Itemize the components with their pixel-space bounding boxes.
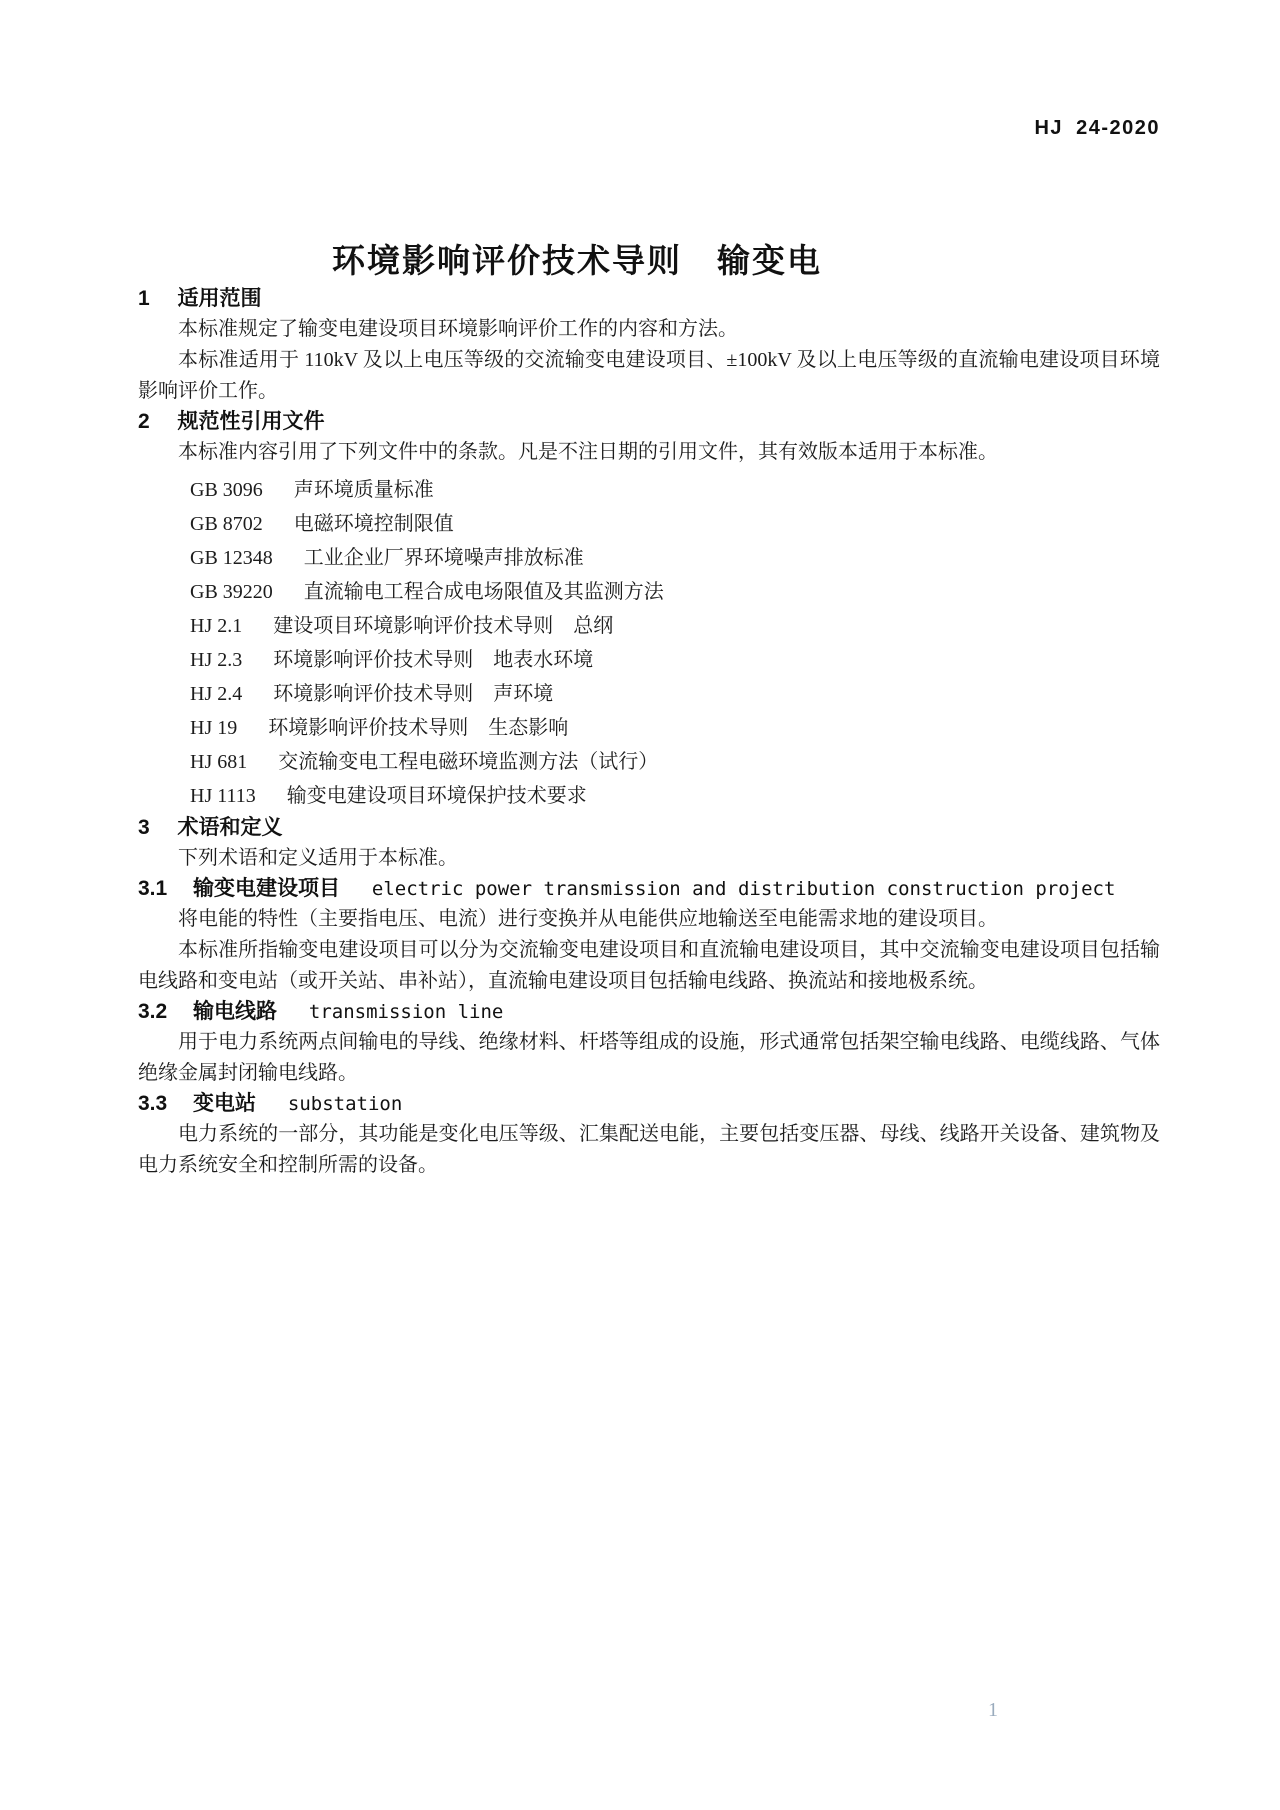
term-3-1-paragraph: 本标准所指输变电建设项目可以分为交流输变电建设项目和直流输电建设项目，其中交流输变电建设项目包括输电线路和变电站（或开关站、串补站），直流输电建设项目包括输电线路、换流站和接地极系统。 [138,939,1160,992]
reference-item [190,541,1160,575]
document-title: 环境影响评价技术导则 输变电 [332,242,822,279]
reference-title: 环境影响评价技术导则 生态影响 [268,717,569,739]
section-2-label: 规范性引用文件 [177,410,325,433]
term-3-2-heading [138,997,1160,1027]
reference-item [190,473,1160,507]
reference-item [190,677,1160,711]
reference-item [190,779,1160,813]
reference-code: HJ 19 [190,717,238,739]
page-number: 1 [988,1699,998,1721]
section-3-number: 3 [138,816,150,839]
reference-code: HJ 2.3 [190,649,243,671]
term-3-1-paragraph: 将电能的特性（主要指电压、电流）进行变换并从电能供应地输送至电能需求地的建设项目。 [178,908,998,930]
section-1-label: 适用范围 [177,287,262,310]
term-number: 3.2 [138,1000,168,1023]
section-3-label: 术语和定义 [177,816,283,839]
reference-item [190,575,1160,609]
reference-title: 建设项目环境影响评价技术导则 总纲 [273,615,614,637]
term-3-2-paragraph: 用于电力系统两点间输电的导线、绝缘材料、杆塔等组成的设施，形式通常包括架空输电线路、电缆线路、气体绝缘金属封闭输电线路。 [138,1031,1160,1084]
reference-item [190,643,1160,677]
term-number: 3.3 [138,1092,168,1115]
section-1-number: 1 [138,287,150,310]
reference-title: 直流输电工程合成电场限值及其监测方法 [303,581,664,603]
term-zh-label: 输变电建设项目 [193,877,341,900]
reference-item [190,609,1160,643]
section-2-number: 2 [138,410,150,433]
reference-title: 声环境质量标准 [293,479,434,501]
references-list [138,473,1160,813]
term-en-label: substation [287,1093,403,1115]
reference-code: HJ 1113 [190,785,256,807]
reference-item [190,745,1160,779]
reference-code: HJ 2.4 [190,683,243,705]
term-3-1-heading [138,874,1160,904]
reference-title: 工业企业厂界环境噪声排放标准 [303,547,584,569]
reference-title: 交流输变电工程电磁环境监测方法（试行） [278,751,659,773]
section-3-heading [138,813,1160,843]
term-number: 3.1 [138,877,168,900]
term-3-3-heading [138,1089,1160,1119]
reference-code: GB 8702 [190,513,263,535]
section-3-intro: 下列术语和定义适用于本标准。 [178,847,458,869]
term-zh-label: 变电站 [193,1092,257,1115]
reference-item [190,711,1160,745]
reference-title: 环境影响评价技术导则 地表水环境 [273,649,594,671]
standard-number: HJ 24-2020 [1034,117,1160,139]
reference-item [190,507,1160,541]
section-2-heading [138,407,1160,437]
term-en-label: electric power transmission and distribution construction project [371,878,1116,900]
term-3-3-paragraph: 电力系统的一部分，其功能是变化电压等级、汇集配送电能，主要包括变压器、母线、线路开关设备、建筑物及电力系统安全和控制所需的设备。 [138,1123,1160,1176]
reference-code: GB 39220 [190,581,273,603]
section-1-heading [138,284,1160,314]
reference-title: 输变电建设项目环境保护技术要求 [286,785,587,807]
term-en-label: transmission line [308,1001,504,1023]
reference-code: HJ 681 [190,751,248,773]
term-zh-label: 输电线路 [193,1000,278,1023]
reference-title: 环境影响评价技术导则 声环境 [273,683,554,705]
section-1-paragraph: 本标准适用于 110kV 及以上电压等级的交流输变电建设项目、±100kV 及以上电压等级的直流输电建设项目环境影响评价工作。 [138,349,1160,402]
reference-code: HJ 2.1 [190,615,243,637]
reference-title: 电磁环境控制限值 [293,513,454,535]
section-2-intro: 本标准内容引用了下列文件中的条款。凡是不注日期的引用文件，其有效版本适用于本标准。 [178,441,998,463]
reference-code: GB 12348 [190,547,273,569]
section-1-paragraph: 本标准规定了输变电建设项目环境影响评价工作的内容和方法。 [178,318,738,340]
reference-code: GB 3096 [190,479,263,501]
